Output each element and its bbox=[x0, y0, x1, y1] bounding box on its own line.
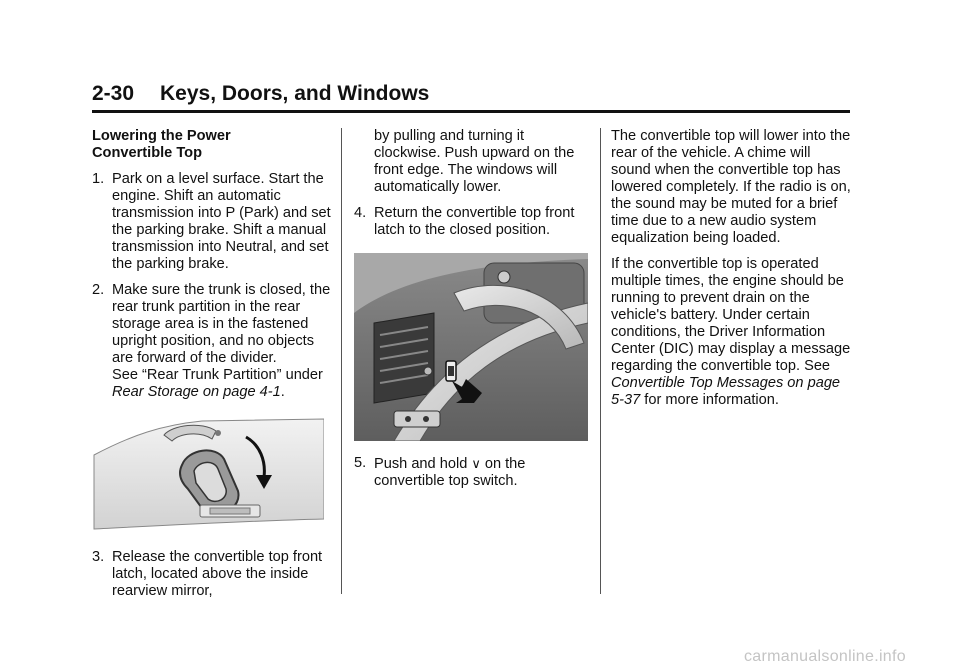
step-3-continued: by pulling and turning it clockwise. Push upward on the front edge. The windows will automatically lower. bbox=[374, 128, 575, 195]
page-header bbox=[92, 80, 850, 113]
latch-illustration-icon bbox=[92, 415, 324, 533]
cross-reference-link[interactable]: Rear Storage on page 4-1 bbox=[112, 384, 281, 400]
step-4: 4. Return the convertible top front latch to the closed position. bbox=[354, 205, 575, 238]
subsection-heading: Lowering the Power Convertible Top bbox=[92, 128, 231, 161]
watermark: carmanualsonline.info bbox=[744, 648, 906, 665]
column-1 bbox=[92, 128, 332, 609]
step-2: 2. Make sure the trunk is closed, the rear trunk partition in the rear storage area is in the fastened upright position, and no objects are forward of the divider. See “Rear Trunk Partition” under Rear Storage on page 4-1. bbox=[92, 282, 331, 400]
column-divider bbox=[341, 128, 342, 594]
section-title: Keys, Doors, and Windows bbox=[160, 82, 430, 105]
column-2 bbox=[354, 128, 590, 499]
step-1: 1. Park on a level surface. Start the engine. Shift an automatic transmission into P (Park) and set the parking brake. Shift a manual transmission into Neutral, and set the parking brake. bbox=[92, 171, 331, 272]
column-divider bbox=[600, 128, 601, 594]
paragraph-lowering-info: The convertible top will lower into the rear of the vehicle. A chime will sound when the convertible top has lowered completely. If the radio is on, the sound may be muted for a brief time due to a new audio system equalization being loaded. bbox=[611, 128, 851, 246]
step-5: 5. Push and hold ∨ on the convertible top switch. bbox=[354, 455, 526, 489]
cross-reference-link[interactable]: Convertible Top Messages on page 5-37 bbox=[611, 375, 841, 408]
paragraph-operation-note: If the convertible top is operated multiple times, the engine should be running to prevent drain on the vehicle's battery. Under certain conditions, the Driver Information Center (DIC) may display a message regarding the convertible top. See Convertible Top Messages on page 5-37 for more information. bbox=[611, 256, 851, 408]
step-3: 3. Release the convertible top front latch, located above the inside rearview mirror, bbox=[92, 549, 323, 599]
dashboard-switch-illustration-icon bbox=[354, 253, 588, 441]
down-chevron-icon: ∨ bbox=[471, 456, 481, 471]
column-3 bbox=[611, 128, 851, 418]
page-number: 2-30 bbox=[92, 82, 135, 105]
